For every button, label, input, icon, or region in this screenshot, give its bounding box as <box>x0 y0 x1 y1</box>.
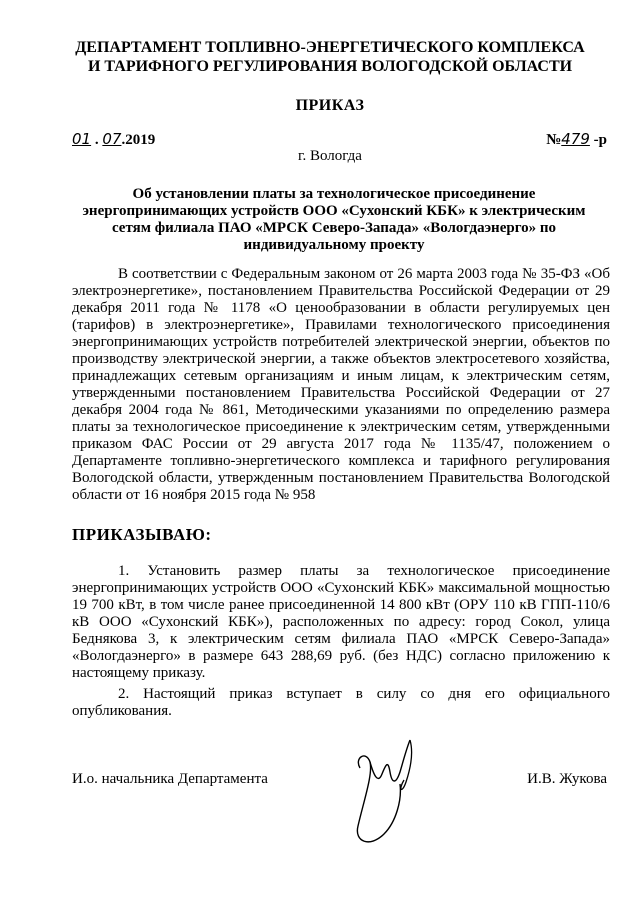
city: г. Вологда <box>298 148 362 164</box>
preamble <box>72 266 610 504</box>
number-suffix: -р <box>593 132 607 148</box>
order-word: ПРИКАЗЫВАЮ: <box>72 525 212 544</box>
subject-line-4: индивидуальному проекту <box>243 237 425 253</box>
handwritten-signature <box>340 730 430 850</box>
document-type-title: ПРИКАЗ <box>295 97 365 114</box>
order-number <box>546 130 607 149</box>
date-year: .2019 <box>121 132 156 148</box>
signatory-position: И.о. начальника Департамента <box>72 771 268 787</box>
order-date: 01 . 07.2019 <box>72 130 156 148</box>
order-items <box>72 563 610 720</box>
department-line-2: И ТАРИФНОГО РЕГУЛИРОВАНИЯ ВОЛОГОДСКОЙ ОБЛАСТИ <box>87 58 573 75</box>
subject-line-2: энергопринимающих устройств ООО «Сухонский КБК» к электрическим <box>82 203 586 219</box>
department-header <box>60 38 600 76</box>
subject-line-1: Об установлении платы за технологическое присоединение <box>132 186 536 202</box>
order-subject <box>70 186 598 254</box>
department-line-1: ДЕПАРТАМЕНТ ТОПЛИВНО-ЭНЕРГЕТИЧЕСКОГО КОМПЛЕКСА <box>75 39 585 56</box>
preamble-paragraph: В соответствии с Федеральным законом от 26 марта 2003 года № 35-ФЗ «Об электроэнергетике», постановлением Правительства Российской Федерации от 29 декабря 2011 года № 1178 «О ценообразовании в области регулируемых цен (тарифов) в электроэнергетике», Правилами технологического присоединения энергопринимающих устройств потребителей электрической энергии, объектов по производству электрической энергии, а также объектов электросетевого хозяйства, принадлежащих сетевым организациям и иным лицам, к электрическим сетям, утвержденными постановлением Правительства Российской Федерации от 27 декабря 2004 года № 861, Методическими указаниями по определению размера платы за технологическое присоединение к электрическим сетям, утвержденными приказом ФАС России от 29 августа 2017 года № 1135/47, положением о Департаменте топливно-энергетического комплекса и тарифного регулирования Вологодской области, утвержденным постановлением Правительства Вологодской области от 16 ноября 2015 года № 958 <box>72 266 610 503</box>
date-month: 07 <box>102 130 122 148</box>
number-prefix: № <box>546 132 562 148</box>
date-day: 01 <box>72 130 92 148</box>
order-item-2: 2. Настоящий приказ вступает в силу со дня его официального опубликования. <box>72 686 610 719</box>
number-value: 479 <box>561 130 590 148</box>
subject-line-3: сетям филиала ПАО «МРСК Северо-Запада» «Вологдаэнерго» по <box>111 220 557 236</box>
signatory-name: И.В. Жукова <box>527 771 607 787</box>
order-item-1: 1. Установить размер платы за технологическое присоединение энергопринимающих устройств ООО «Сухонский КБК» максимальной мощностью 19 700 кВт, в том числе ранее присоединенной 14 800 кВт (ОРУ 110 кВ ГПП-110/6 кВ ООО «Сухонский КБК»), расположенных по адресу: город Сокол, улица Беднякова 3, к электрическим сетям филиала ПАО «МРСК Северо-Запада» «Вологдаэнерго» в размере 643 288,69 руб. (без НДС) согласно приложению к настоящему приказу. <box>72 563 610 681</box>
